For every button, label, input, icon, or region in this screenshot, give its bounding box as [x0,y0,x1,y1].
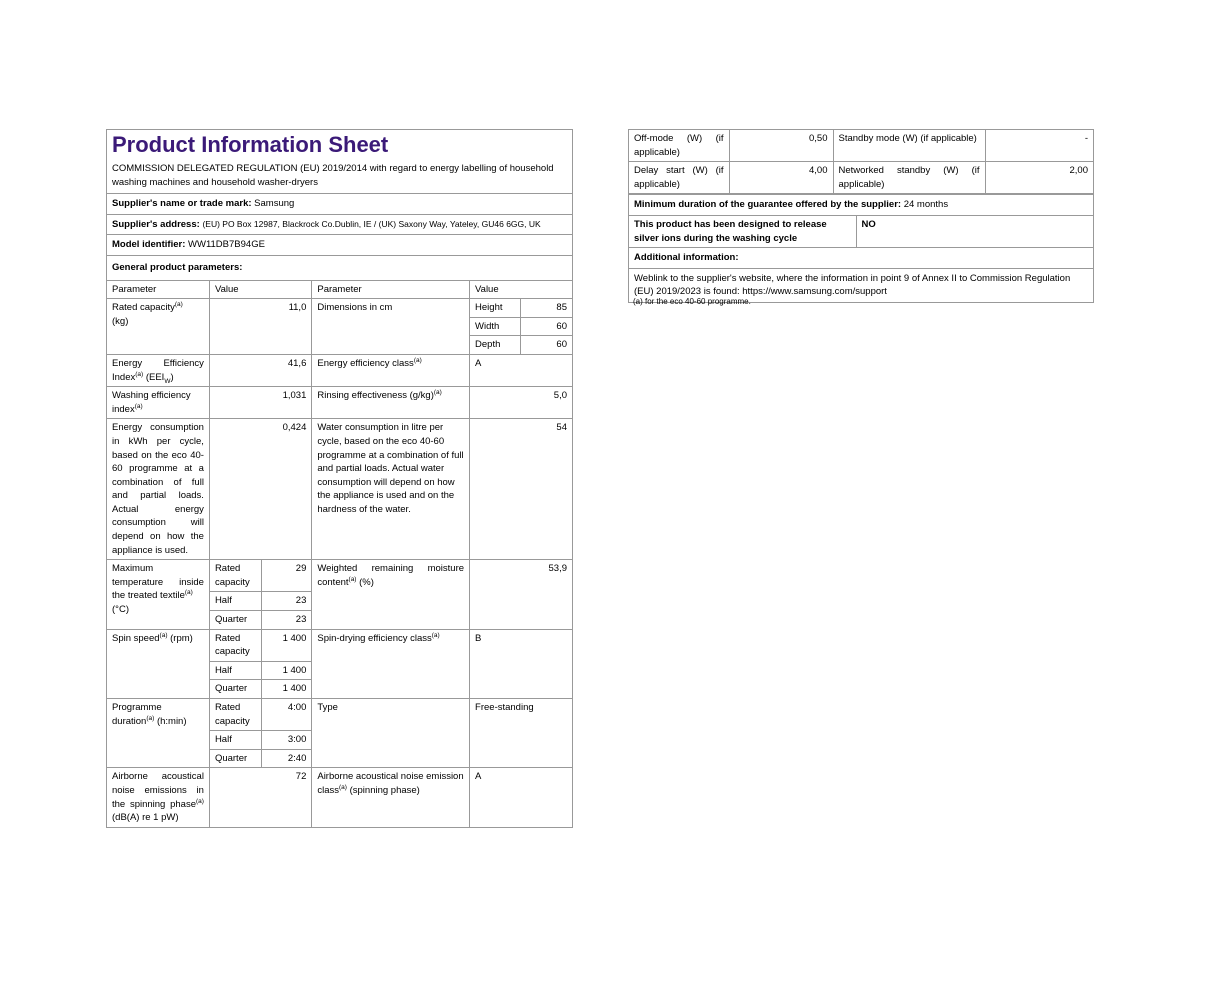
max-temp-quarter-label: Quarter [209,611,261,630]
additional-parameters-panel [628,129,1094,303]
eei-value: 41,6 [209,354,311,386]
spin-class-value: B [470,629,572,698]
delay-start-value: 4,00 [729,162,833,194]
address-row [107,215,572,236]
weblink-text: Weblink to the supplier's website, where the information in point 9 of Annex II to Commission Regulation (EU) 2019/2023 is found: https://www.samsung.com/support [629,268,1093,302]
water-consumption-value: 54 [470,419,572,560]
spin-class-label: Spin-drying efficiency class$^{(a)}$ [312,629,470,698]
guarantee-row [629,194,1093,215]
rated-capacity-value: 11,0 [209,299,311,355]
silver-label: This product has been designed to release silver ions during the washing cycle [629,215,856,247]
spin-speed-half-label: Half [209,661,261,680]
table-row [107,768,572,827]
moisture-label: Weighted remaining moisture content$^{(a)}$ (%) [312,560,470,629]
rinsing-label: Rinsing effectiveness $(g/kg)^{(a)}$ [312,387,470,419]
standby-label: Standby mode (W) (if applicable) [833,130,985,162]
eei-label: Energy Efficiency Index$^{(a)}$ $(EEI_W)$ [107,354,209,386]
duration-rated-value: 4:00 [262,699,312,731]
table-row [107,699,572,731]
guarantee-value: 24 months [903,199,949,211]
address-value: (EU) PO Box 12987, Blackrock Co.Dublin, IE / (UK) Saxony Way, Yateley, GU46 6GG, UK [202,218,541,229]
moisture-value: 53,9 [470,560,572,629]
noise-class-label: Airborne acoustical noise emission class$^{(a)}$ (spinning phase) [312,768,470,827]
general-params-label: General product parameters: [107,256,572,281]
silver-table [629,215,1093,247]
duration-quarter-label: Quarter [209,749,261,768]
table-row [107,419,572,560]
max-temp-rated-value: 29 [262,560,312,592]
height-value: 85 [521,299,572,318]
washing-index-value: 1,031 [209,387,311,419]
spin-speed-half-value: 1 400 [262,661,312,680]
table-row [629,130,1093,162]
washing-index-label: Washing efficiency index$^{(a)}$ [107,387,209,419]
parameters-table [107,281,572,827]
duration-quarter-value: 2:40 [262,749,312,768]
table-row [107,354,572,386]
duration-rated-label: Rated capacity [209,699,261,731]
product-information-sheet [106,129,573,828]
spin-speed-rated-label: Rated capacity [209,629,261,661]
duration-half-label: Half [209,731,261,750]
sheet-header [107,130,572,194]
max-temp-quarter-value: 23 [262,611,312,630]
depth-value: 60 [521,336,572,355]
additional-info-label: Additional information: [629,247,1093,268]
spin-speed-quarter-value: 1 400 [262,680,312,699]
width-label: Width [470,317,521,336]
type-label: Type [312,699,470,768]
water-consumption-label: Water consumption in litre per cycle, based on the eco 40-60 programme at a combination of full and partial loads. Actual water consumption will depend on how the appliance is used and on the hardness of the water. [312,419,470,560]
max-temp-rated-label: Rated capacity [209,560,261,592]
delay-start-label: Delay start (W) (if applicable) [629,162,729,194]
networked-standby-label: Networked standby (W) (if applicable) [833,162,985,194]
table-row [107,629,572,661]
header-value: Value [209,281,311,299]
table-header-row [107,281,572,299]
table-row [107,387,572,419]
table-row [629,215,1093,247]
energy-consumption-label: Energy consumption in kWh per cycle, based on the eco 40-60 programme at a combination of full and partial loads. Actual energy consumption will depend on how the appliance is used. [107,419,209,560]
depth-label: Depth [470,336,521,355]
max-temp-half-label: Half [209,592,261,611]
model-row [107,235,572,256]
supplier-label: Supplier's name or trade mark: [112,198,252,210]
max-temp-half-value: 23 [262,592,312,611]
networked-standby-value: 2,00 [985,162,1093,194]
header-parameter: Parameter [107,281,209,299]
table-row [107,560,572,592]
header-value-2: Value [470,281,572,299]
off-mode-value: 0,50 [729,130,833,162]
noise-label: Airborne acoustical noise emissions in the spinning phase$^{(a)}$ (dB(A) re 1 pW) [107,768,209,827]
noise-value: 72 [209,768,311,827]
supplier-value: Samsung [254,198,295,210]
silver-value: NO [856,215,1093,247]
regulation-text: COMMISSION DELEGATED REGULATION (EU) 2019/2014 with regard to energy labelling of household washing machines and household washer-dryers [112,163,554,188]
max-temp-label: Maximum temperature inside the treated textile$^{(a)}$ (°C) [107,560,209,629]
table-row [629,162,1093,194]
type-value: Free-standing [470,699,572,768]
energy-class-value: A [470,354,572,386]
noise-class-value: A [470,768,572,827]
footnote: (a) for the eco 40-60 programme. [633,297,751,306]
width-value: 60 [521,317,572,336]
model-value: WW11DB7B94GE [188,239,265,251]
power-table [629,130,1093,194]
sheet-title: Product Information Sheet [112,132,389,157]
guarantee-label: Minimum duration of the guarantee offered by the supplier: [634,199,902,211]
model-label: Model identifier: [112,239,186,251]
address-label: Supplier's address: [112,218,200,230]
duration-label: Programme duration$^{(a)}$ (h:min) [107,699,209,768]
table-row [107,299,572,318]
standby-value: - [985,130,1093,162]
energy-consumption-value: 0,424 [209,419,311,560]
off-mode-label: Off-mode (W) (if applicable) [629,130,729,162]
spin-speed-quarter-label: Quarter [209,680,261,699]
header-parameter-2: Parameter [312,281,470,299]
rinsing-value: 5,0 [470,387,572,419]
rated-capacity-label: Rated capacity$^{(a)}$ (kg) [107,299,209,355]
height-label: Height [470,299,521,318]
energy-class-label: Energy efficiency class$^{(a)}$ [312,354,470,386]
duration-half-value: 3:00 [262,731,312,750]
dimensions-label: Dimensions in cm [312,299,470,355]
spin-speed-rated-value: 1 400 [262,629,312,661]
supplier-row [107,194,572,215]
spin-speed-label: Spin speed$^{(a)}$ (rpm) [107,629,209,698]
